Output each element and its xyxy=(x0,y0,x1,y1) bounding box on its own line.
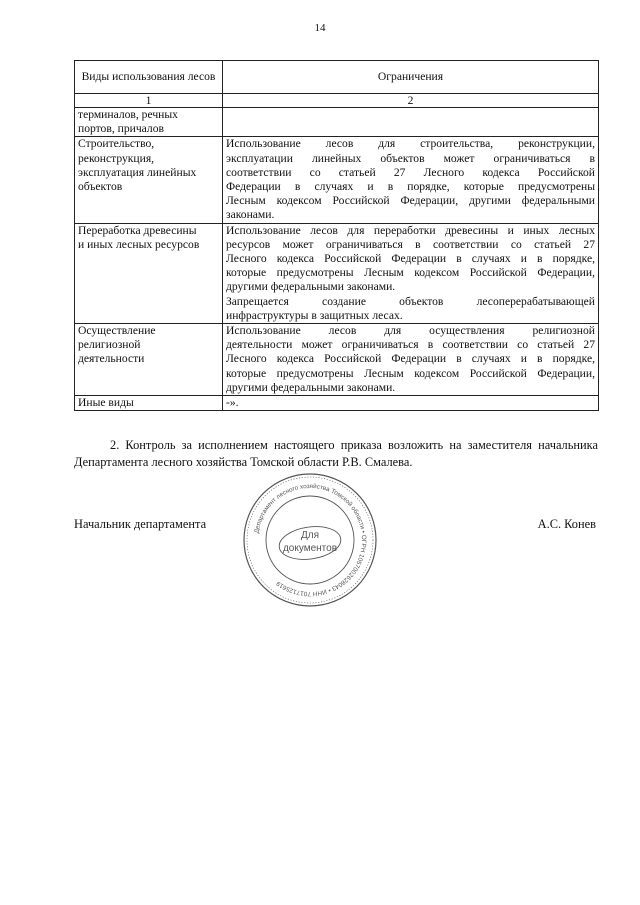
official-seal xyxy=(240,470,380,610)
table-row xyxy=(75,324,599,396)
seal-center-line-1: Для xyxy=(300,530,320,541)
restrictions-table xyxy=(74,60,599,411)
row-forest-use-type xyxy=(75,396,223,411)
table-header-row xyxy=(75,61,599,94)
restriction-line: Использование лесов для переработки древесины и иных лесных xyxy=(226,223,595,237)
page-number: 14 xyxy=(314,22,326,34)
use-type-line: Иные виды xyxy=(78,396,134,410)
row-forest-use-type xyxy=(75,324,223,396)
use-type-line: объектов xyxy=(78,180,123,194)
seal-center-line-2: документов xyxy=(282,543,338,554)
row-forest-use-type xyxy=(75,108,223,137)
row-restriction-text xyxy=(223,396,599,411)
restriction-line: которые предусмотрены Лесным кодексом Российской Федерации, xyxy=(226,366,595,380)
restriction-line: которые предусмотрены Лесным кодексом Российской Федерации, xyxy=(226,266,595,280)
restriction-line: деятельности может ограничиваться в соответствии со статьей 27 xyxy=(226,338,595,352)
table-row xyxy=(75,137,599,223)
row-forest-use-type xyxy=(75,137,223,223)
header-restrictions: Ограничения xyxy=(223,61,599,94)
restriction-line: Лесного кодекса Российской Федерации в случаях и в порядке, xyxy=(226,352,595,366)
row-restriction-text xyxy=(223,108,599,137)
restriction-line: другими федеральными законами. xyxy=(226,380,396,394)
use-type-line: Переработка древесины xyxy=(78,223,197,237)
column-number-row xyxy=(75,94,599,108)
use-type-line: Строительство, xyxy=(78,137,155,151)
use-type-line: деятельности xyxy=(78,352,145,366)
restriction-line: Использование лесов для строительства, реконструкции, xyxy=(226,137,595,151)
use-type-line: и иных лесных ресурсов xyxy=(78,237,200,251)
row-forest-use-type xyxy=(75,223,223,323)
header-forest-use-types: Виды использования лесов xyxy=(75,61,223,94)
restriction-line: ресурсов может ограничиваться в соответствии со статьей 27 xyxy=(226,237,595,251)
restriction-line: Запрещается создание объектов лесоперерабатывающей xyxy=(226,294,595,308)
table-row xyxy=(75,396,599,411)
row-restriction-text xyxy=(223,324,599,396)
signatory-name: А.С. Конев xyxy=(537,517,596,531)
restriction-line: другими федеральными законами. xyxy=(226,280,396,294)
signatory-position: Начальник департамента xyxy=(74,517,207,531)
restriction-line: Использование лесов для осуществления религиозной xyxy=(226,324,595,338)
restriction-line: эксплуатации линейных объектов может ограничиваться в xyxy=(226,151,595,165)
row-restriction-text xyxy=(223,137,599,223)
restriction-line: Лесным кодексом Российской Федерации, другими федеральными xyxy=(226,194,595,208)
table-row xyxy=(75,108,599,137)
seal-ring-text: Департамент лесного хозяйства Томской области • ОГРН 1057002628043 • ИНН 7017125619 xyxy=(253,482,368,598)
use-type-line: религиозной xyxy=(78,338,141,352)
restriction-line: соответствии со статьей 27 Лесного кодекса Российской xyxy=(226,165,595,179)
control-paragraph: 2. Контроль за исполнением настоящего приказа возложить на заместителя начальника Департамента лесного хозяйства Томской области Р.В. Смалева. xyxy=(74,438,598,469)
restriction-line: -». xyxy=(226,396,239,410)
use-type-line: эксплуатация линейных xyxy=(78,165,197,179)
use-type-line: портов, причалов xyxy=(78,122,164,136)
column-number-1: 1 xyxy=(75,94,223,108)
restriction-line: Федерации в случаях и в порядке, которые предусмотрены xyxy=(226,180,595,194)
restriction-line: законами. xyxy=(226,208,275,222)
use-type-line: Осуществление xyxy=(78,324,156,338)
column-number-2: 2 xyxy=(223,94,599,108)
restriction-line: инфраструктуры в защитных лесах. xyxy=(226,308,403,322)
row-restriction-text xyxy=(223,223,599,323)
restriction-line: Лесного кодекса Российской Федерации в случаях и в порядке, xyxy=(226,252,595,266)
table-row xyxy=(75,223,599,323)
use-type-line: терминалов, речных xyxy=(78,108,178,121)
use-type-line: реконструкция, xyxy=(78,151,155,165)
